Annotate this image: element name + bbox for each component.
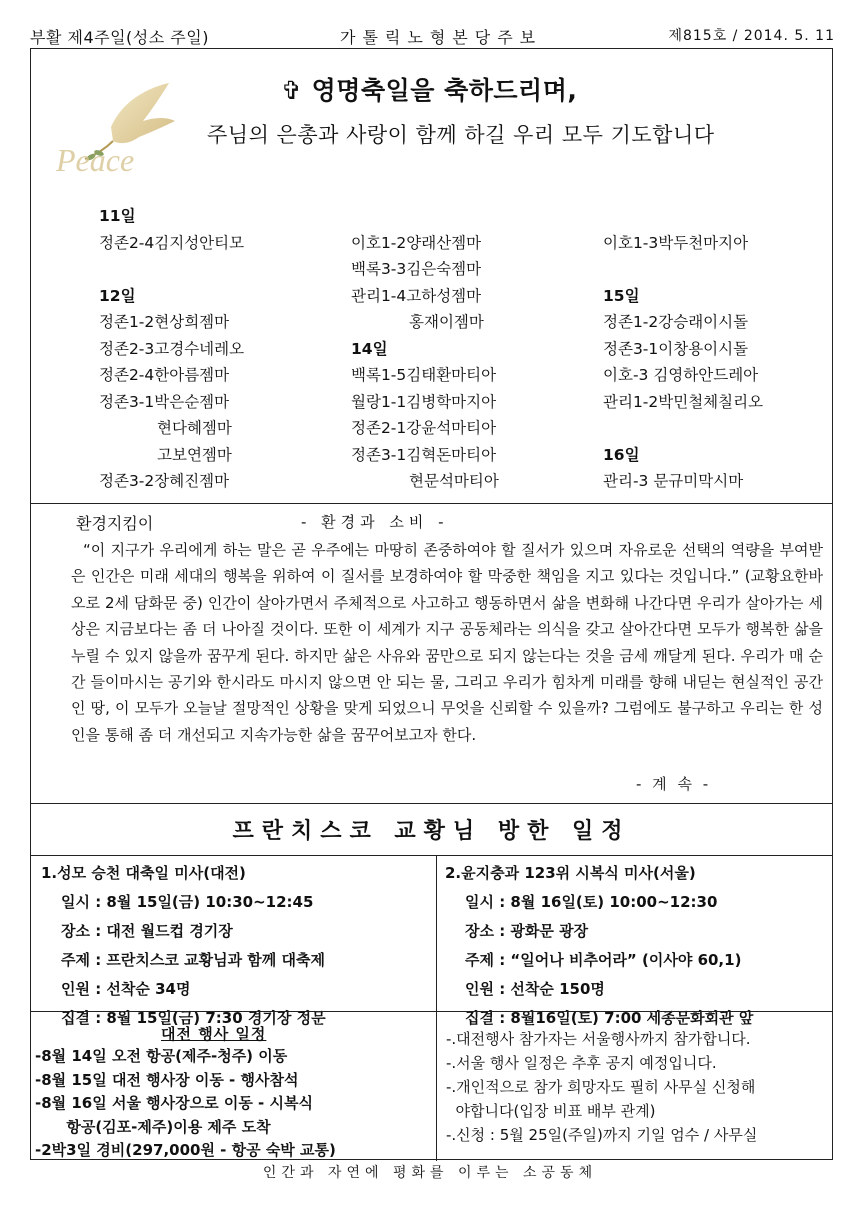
event-line: -8월 15일 대전 행사장 이동 - 행사참석 (35, 1070, 299, 1089)
daejeon-mass-schedule (41, 859, 326, 1033)
schedule-line: 주제 : “일어나 비추어라” (이사야 60,1) (465, 951, 742, 969)
feast-name-entry: 관리-3 문규미막시마 (603, 472, 744, 490)
seoul-mass-title: 2.윤지충과 123위 시복식 미사(서울) (445, 864, 696, 882)
note-line: -.신청 : 5월 25일(주일)까지 기일 엄수 / 사무실 (446, 1126, 758, 1144)
note-line: 야합니다(입장 비표 배부 관계) (446, 1102, 656, 1120)
seoul-mass-schedule (445, 859, 753, 1033)
feast-name-entry: 정존2-4김지성안티모 (99, 233, 245, 252)
feast-name-entry (351, 203, 499, 230)
feast-name-entry: 이호-3 김영하안드레아 (603, 366, 759, 384)
schedule-line: 집결 : 8월 15일(금) 7:30 경기장 정문 (61, 1009, 326, 1027)
peace-dove-logo (51, 79, 201, 189)
daejeon-events-list (35, 1045, 336, 1163)
column-divider (436, 855, 437, 1161)
feast-name-entry: 정존2-1강윤석마티아 (351, 419, 497, 437)
feast-name-entry (603, 415, 763, 442)
note-line: -.대전행사 참가자는 서울행사까지 참가합니다. (446, 1030, 751, 1048)
peace-logo-text: Peace (56, 142, 135, 178)
feast-name-entry (99, 256, 244, 283)
liturgical-sunday: 부활 제4주일(성소 주일) (30, 28, 209, 47)
note-line: -.개인적으로 참가 희망자도 필히 사무실 신청해 (446, 1078, 756, 1096)
continued-label: - 계 속 - (636, 775, 712, 793)
event-line: 항공(김포-제주)이용 제주 도착 (35, 1117, 271, 1136)
feast-name-entry: 월랑1-1김병학마지아 (351, 392, 497, 411)
feast-greeting-subtitle: 주님의 은총과 사랑이 함께 하길 우리 모두 기도합니다 (207, 123, 715, 147)
feast-name-entry: 정존3-1이창용이시돌 (603, 339, 749, 358)
feast-date-heading: 12일 (99, 286, 136, 305)
feast-date-heading: 16일 (603, 445, 640, 464)
divider (31, 503, 832, 504)
feast-column-1 (99, 203, 244, 495)
schedule-line: 인원 : 선착순 34명 (61, 980, 191, 998)
feast-name-entry: 이호1-2양래산젬마 (351, 233, 482, 252)
feast-column-2 (351, 203, 499, 495)
feast-name-entry: 정존3-1김혁돈마티아 (351, 445, 497, 464)
feast-date-heading: 11일 (99, 207, 136, 225)
feast-name-entry: 백록1-5김태환마티아 (351, 366, 497, 384)
event-line: -8월 14일 오전 항공(제주-청주) 이동 (35, 1047, 288, 1065)
feast-name-entry: 정존1-2강승래이시돌 (603, 313, 749, 331)
feast-name-entry: 정존2-3고경수네레오 (99, 339, 245, 358)
event-line: -2박3일 경비(297,000원 - 항공 숙박 교통) (35, 1141, 336, 1159)
note-line: -.서울 행사 일정은 추후 공지 예정입니다. (446, 1054, 717, 1072)
bulletin-header (30, 22, 835, 48)
feast-name-entry: 정존3-2장혜진젬마 (99, 472, 230, 490)
papal-visit-title: 프란치스코 교황님 방한 일정 (232, 819, 631, 844)
schedule-line: 주제 : 프란치스코 교황님과 함께 대축제 (61, 951, 325, 969)
registration-notes (446, 1027, 831, 1147)
feast-name-entry: 정존1-2현상희젬마 (99, 313, 230, 331)
environment-subtitle: - 환경과 소비 - (301, 513, 449, 531)
divider (31, 855, 832, 856)
environment-section-title: 환경지킴이 (76, 514, 154, 533)
feast-greeting-title: ✞ 영명축일을 축하드리며, (281, 76, 578, 105)
daejeon-mass-title: 1.성모 승천 대축일 미사(대전) (41, 864, 246, 882)
feast-name-entry (603, 203, 763, 230)
environment-article: “이 지구가 우리에게 하는 말은 곧 우주에는 마땅히 존중하여야 할 질서가 있으며 자유로운 선택의 역량을 부여받은 인간은 미래 세대의 행복을 위하여 이 질서를 보경하여야 할 막중한 책임을 지고 있다는 것입니다.” (교황요한바오로 2세 담화문 중) 인간이 살아가면서 주체적으로 사고하고 행동하면서 삶을 변화해 나간다면 우리가 살아가는 세상은 지금보다는 좀 더 나아질 것이다. 또한 이 세계가 지구 공동체라는 의식을 갖고 살아간다면 모두가 행복한 삶을 누릴 수 있지 않을까 꿈꾸게 된다. 하지만 삶은 사유와 꿈만으로 되지 않는다는 것을 금세 깨달게 된다. 우리가 매 순간 들이마시는 공기와 한시라도 마시지 않으면 안 되는 물, 그리고 우리가 힘차게 미래를 향해 내딛는 현실적인 공간인 땅, 이 모두가 오늘날 절망적인 상황을 맞게 되었으니 무엇을 신뢰할 수 있을까? 그럼에도 불구하고 우리는 한 성인을 통해 좀 더 개선되고 지속가능한 삶을 꿈꾸어보고자 한다. (71, 541, 823, 744)
schedule-line: 인원 : 선착순 150명 (465, 980, 605, 998)
feast-column-3 (603, 203, 763, 495)
bulletin-footer-motto: 인간과 자연에 평화를 이루는 소공동체 (262, 1165, 598, 1181)
bulletin-frame (30, 48, 833, 1160)
schedule-line: 집결 : 8월16일(토) 7:00 세종문화회관 앞 (465, 1009, 754, 1027)
daejeon-events-title: 대전 행사 일정 (161, 1025, 267, 1043)
event-line: -8월 16일 서울 행사장으로 이동 - 시복식 (35, 1094, 313, 1112)
issue-number-date: 제815호 / 2014. 5. 11 (668, 28, 835, 44)
feast-name-entry: 홍재이젬마 (409, 313, 484, 331)
feast-date-heading: 14일 (351, 339, 388, 358)
schedule-line: 일시 : 8월 16일(토) 10:00~12:30 (465, 893, 718, 911)
feast-date-heading: 15일 (603, 286, 640, 305)
schedule-line: 장소 : 광화문 광장 (465, 922, 589, 940)
feast-name-entry: 현문석마티아 (409, 472, 499, 490)
divider (31, 803, 832, 804)
feast-name-entry: 고보연젬마 (157, 445, 232, 464)
feast-name-entry: 현다혜젬마 (157, 419, 232, 437)
feast-name-entry: 정존3-1박은순젬마 (99, 392, 230, 411)
feast-name-entry: 이호1-3박두천마지아 (603, 233, 749, 252)
feast-name-entry (603, 256, 763, 283)
schedule-line: 일시 : 8월 15일(금) 10:30~12:45 (61, 893, 314, 911)
feast-name-entry: 백록3-3김은숙젬마 (351, 260, 482, 278)
feast-name-entry: 관리1-4고하성젬마 (351, 286, 482, 305)
divider (31, 1011, 832, 1012)
feast-name-entry: 정존2-4한아름젬마 (99, 366, 230, 384)
schedule-line: 장소 : 대전 월드컵 경기장 (61, 922, 233, 940)
bulletin-title: 가톨릭노형본당주보 (340, 28, 543, 47)
feast-name-entry: 관리1-2박민철체칠리오 (603, 392, 764, 411)
